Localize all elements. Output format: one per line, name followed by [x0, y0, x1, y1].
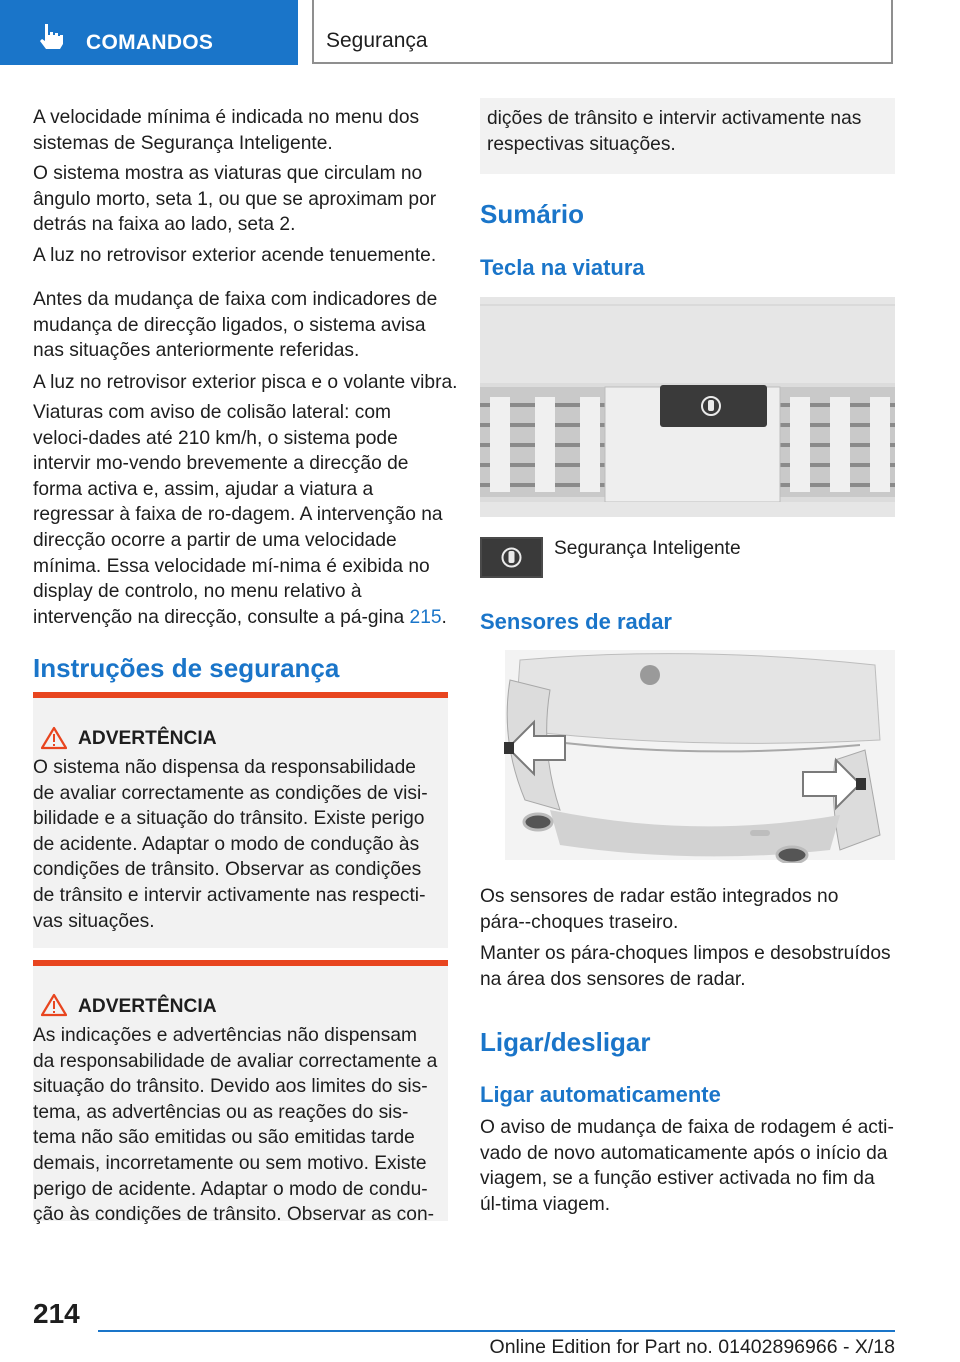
warning-triangle-icon: [41, 993, 67, 1017]
dashboard-button-illustration: [480, 297, 895, 517]
page-number: 214: [33, 1298, 80, 1329]
heading-onoff: Ligar/desligar: [480, 1027, 651, 1057]
warning-box-2: [33, 960, 448, 1226]
heading-button: Tecla na viatura: [480, 255, 645, 280]
left-paragraph-6-end: .: [441, 606, 447, 628]
warning-title-1: ADVERTÊNCIA: [78, 728, 217, 749]
left-paragraph-4: Antes da mudança de faixa com indicadores de mudança de direcção ligados, o sistema avisa nas situações anteriormente referidas.: [33, 289, 438, 362]
left-paragraph-2: O sistema mostra as viaturas que circulam no ângulo morto, seta 1, ou que se aproximam por detrás na faixa ao lado, seta 2.: [33, 163, 437, 236]
safety-button-icon: [480, 537, 543, 578]
chapter-label: Segurança: [326, 29, 428, 52]
hand-pointer-icon: [36, 22, 66, 50]
button-caption: Segurança Inteligente: [554, 538, 741, 559]
warning-title-2: ADVERTÊNCIA: [78, 996, 217, 1017]
warning-triangle-icon: [41, 726, 67, 750]
heading-auto: Ligar automaticamente: [480, 1082, 721, 1107]
left-paragraph-1: A velocidade mínima é indicada no menu dos sistemas de Segurança Inteligente.: [33, 107, 420, 154]
footer-rule: [98, 1330, 895, 1332]
section-tab[interactable]: [0, 0, 298, 65]
heading-safety: Instruções de segurança: [33, 653, 340, 683]
warning-text-2: As indicações e advertências não dispensam da responsabilidade de avaliar correctamente a situação do trânsito. Devido aos limites do sis-tema, as advertências ou as reações do sis-tema não são emitidas ou são emitidas tarde demais, incorretamente ou sem motivo. Existe perigo de acidente. Adaptar o modo de condu-ção às condições de trânsito. Observar as con-: [33, 1025, 438, 1226]
page-link[interactable]: 215: [409, 606, 442, 628]
section-label: COMANDOS: [86, 31, 214, 54]
warning-continuation: [480, 98, 895, 174]
left-paragraph-6-text: Viaturas com aviso de colisão lateral: com veloci-dades até 210 km/h, o sistema pode intervir mo-vendo brevemente a direcção de forma activa e, assim, ajudar a viatura a regressar à faixa de ro-dagem. A intervenção na direcção ocorre a partir de uma velocidade mínima. Essa velocidade mí-nima é exibida no display de controlo, no menu relativo à intervenção na direcção, consulte a pá-gina: [33, 402, 443, 628]
left-paragraph-5: A luz no retrovisor exterior pisca e o volante vibra.: [33, 372, 458, 393]
left-paragraph-3: A luz no retrovisor exterior acende tenuemente.: [33, 245, 437, 266]
footer-edition: Online Edition for Part no. 01402896966 - X/18: [489, 1336, 895, 1358]
radar-paragraph-2: Manter os pára-choques limpos e desobstruídos na área dos sensores de radar.: [480, 943, 891, 990]
warning-box-1: [33, 692, 448, 948]
auto-paragraph: O aviso de mudança de faixa de rodagem é acti-vado de novo automaticamente após o início da viagem, se a função estiver activada no fim da úl-tima viagem.: [480, 1117, 894, 1215]
left-paragraph-6: [33, 400, 451, 630]
heading-summary: Sumário: [480, 199, 585, 229]
warning-continuation-text: dições de trânsito e intervir activamente nas respectivas situações.: [487, 108, 862, 155]
chapter-header: [312, 0, 893, 64]
radar-paragraph-1: Os sensores de radar estão integrados no pára--choques traseiro.: [480, 886, 839, 933]
heading-radar: Sensores de radar: [480, 609, 672, 634]
car-rear-illustration: [480, 650, 895, 863]
warning-text-1: O sistema não dispensa da responsabilidade de avaliar correctamente as condições de visi-bilidade e a situação do trânsito. Existe perigo de acidente. Adaptar o modo de condução às condições de trânsito. Observar as condições de trânsito e intervir activamente nas respecti-vas situações.: [33, 757, 428, 932]
